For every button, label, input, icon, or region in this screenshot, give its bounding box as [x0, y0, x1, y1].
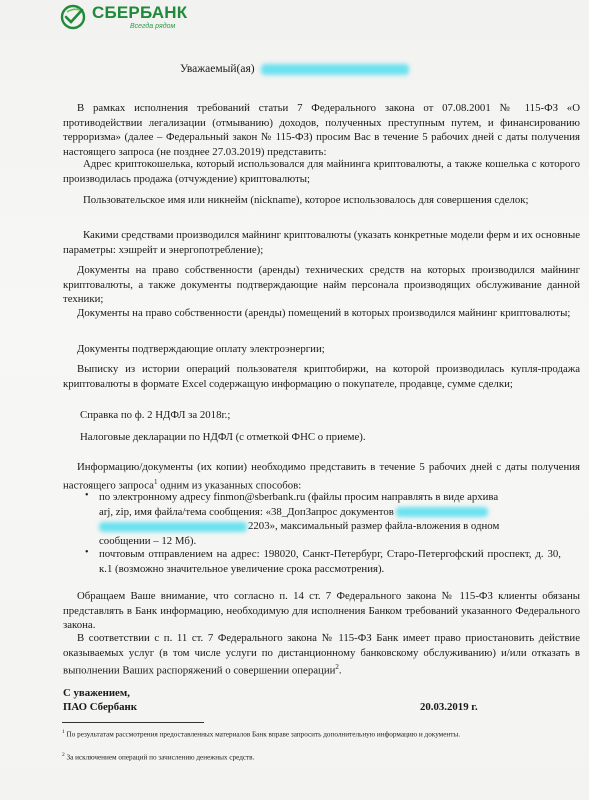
list-item: Какими средствами производился майнинг криптовалюты (указать конкретные модели ферм и их основные параметры: хэшрейт и энергопотребление); — [63, 229, 580, 256]
bullet-dot-icon: • — [85, 547, 89, 558]
email-line-2 — [99, 505, 561, 520]
submission-text-b: одним из указанных способов: — [157, 479, 302, 492]
redacted-request-id — [396, 507, 488, 517]
email-line-3 — [99, 519, 561, 534]
notice-obligation: Обращаем Ваше внимание, что согласно п. 14 ст. 7 Федерального закона № 115-ФЗ клиенты обязаны представлять в Банк информацию, необходимую для исполнения Банком требований указанного Федерального закона. — [63, 590, 580, 632]
greeting — [180, 63, 409, 75]
bullet-email — [99, 490, 561, 548]
footnote-ref-2: 2 — [335, 663, 339, 672]
email-line-3-text: 2203», максимальный размер файла-вложения в одном — [248, 520, 500, 533]
footnote-1-mark: 1 — [62, 729, 65, 735]
bank-name: СБЕРБАНК — [92, 3, 188, 22]
signature-org: ПАО Сбербанк — [63, 701, 137, 713]
list-item: Адрес криптокошелька, который использовался для майнинга криптовалюты, а также кошелька с которого производилась продажа (отчуждение) криптовалюты; — [63, 158, 580, 185]
list-item: Налоговые декларации по НДФЛ (с отметкой ФНС о приеме). — [80, 431, 366, 443]
footnote-2 — [62, 751, 580, 763]
sberbank-logo-icon — [60, 4, 86, 30]
list-item: Документы подтверждающие оплату электроэнергии; — [77, 343, 325, 355]
notice-suspension — [63, 631, 580, 678]
list-item: Выписку из истории операций пользователя криптобиржи, на которой производилась купля-продажа криптовалюты в формате Excel содержащую информацию о покупателе, продавце, сумме сделки; — [63, 363, 580, 390]
footnote-2-mark: 2 — [62, 752, 65, 758]
redacted-request-id-2 — [99, 522, 247, 532]
submission-paragraph — [63, 460, 580, 493]
bullet-dot-icon: • — [85, 490, 89, 501]
email-line-2-text: arj, zip, имя файла/тема сообщения: «38_ДопЗапрос документов — [99, 505, 394, 518]
list-item: Справка по ф. 2 НДФЛ за 2018г.; — [80, 409, 231, 421]
footnote-ref-1: 1 — [153, 477, 158, 486]
submission-text-a: Информацию/документы (их копии) необходимо представить в течение 5 рабочих дней с даты получения настоящего запроса — [63, 461, 580, 492]
sberbank-logo — [60, 4, 187, 30]
footnote-divider — [62, 722, 204, 723]
notice-suspension-end: . — [338, 664, 342, 677]
signature-date: 20.03.2019 г. — [420, 701, 478, 713]
list-item: Документы на право собственности (аренды) помещений в которых производился майнинг криптовалюты; — [77, 307, 571, 319]
notice-suspension-text: В соответствии с п. 11 ст. 7 Федерального закона № 115-ФЗ Банк имеет право приостановить действие оказываемых услуг (в том числе услуги по дистанционному банковскому обслуживанию) и/или отказать в выполнении Ваших распоряжений о совершении операции — [63, 632, 580, 677]
intro-paragraph: В рамках исполнения требований статьи 7 Федерального закона от 07.08.2001 № 115-ФЗ «О противодействии легализации (отмыванию) доходов, полученных преступным путем, и финансированию терроризма» (далее – Федеральный закон № 115-ФЗ) просим Вас в течение 5 рабочих дней с даты получения настоящего запроса (не позднее 27.03.2019) представить: — [63, 102, 580, 158]
email-line-1: по электронному адресу finmon@sberbank.ru (файлы просим направлять в виде архива — [99, 491, 499, 503]
email-line-4: сообщении – 12 Мб). — [99, 534, 197, 547]
footnote-1-text: По результатам рассмотрения предоставленных материалов Банк вправе запросить дополнительную информацию и документы. — [66, 730, 461, 739]
greeting-text: Уважаемый(ая) — [180, 63, 255, 75]
footnote-1 — [62, 728, 580, 740]
list-item: Документы на право собственности (аренды) технических средств на которых производился майнинг криптовалюты, а также документы подтверждающие найм персонала производящих обслуживание данной техники; — [63, 264, 580, 306]
redacted-name — [261, 64, 409, 75]
bullet-mail: почтовым отправлением на адрес: 198020, Санкт-Петербург, Старо-Петергофский проспект, д. 30, к.1 (возможно значительное увеличение срока рассмотрения). — [99, 548, 561, 575]
list-item: Пользовательское имя или никнейм (nickname), которое использовалось для совершения сделок; — [83, 194, 529, 206]
footnote-2-text: За исключением операций по зачислению денежных средств. — [66, 753, 255, 762]
signature-regards: С уважением, — [63, 687, 130, 699]
bank-slogan: Всегда рядом — [130, 23, 176, 30]
